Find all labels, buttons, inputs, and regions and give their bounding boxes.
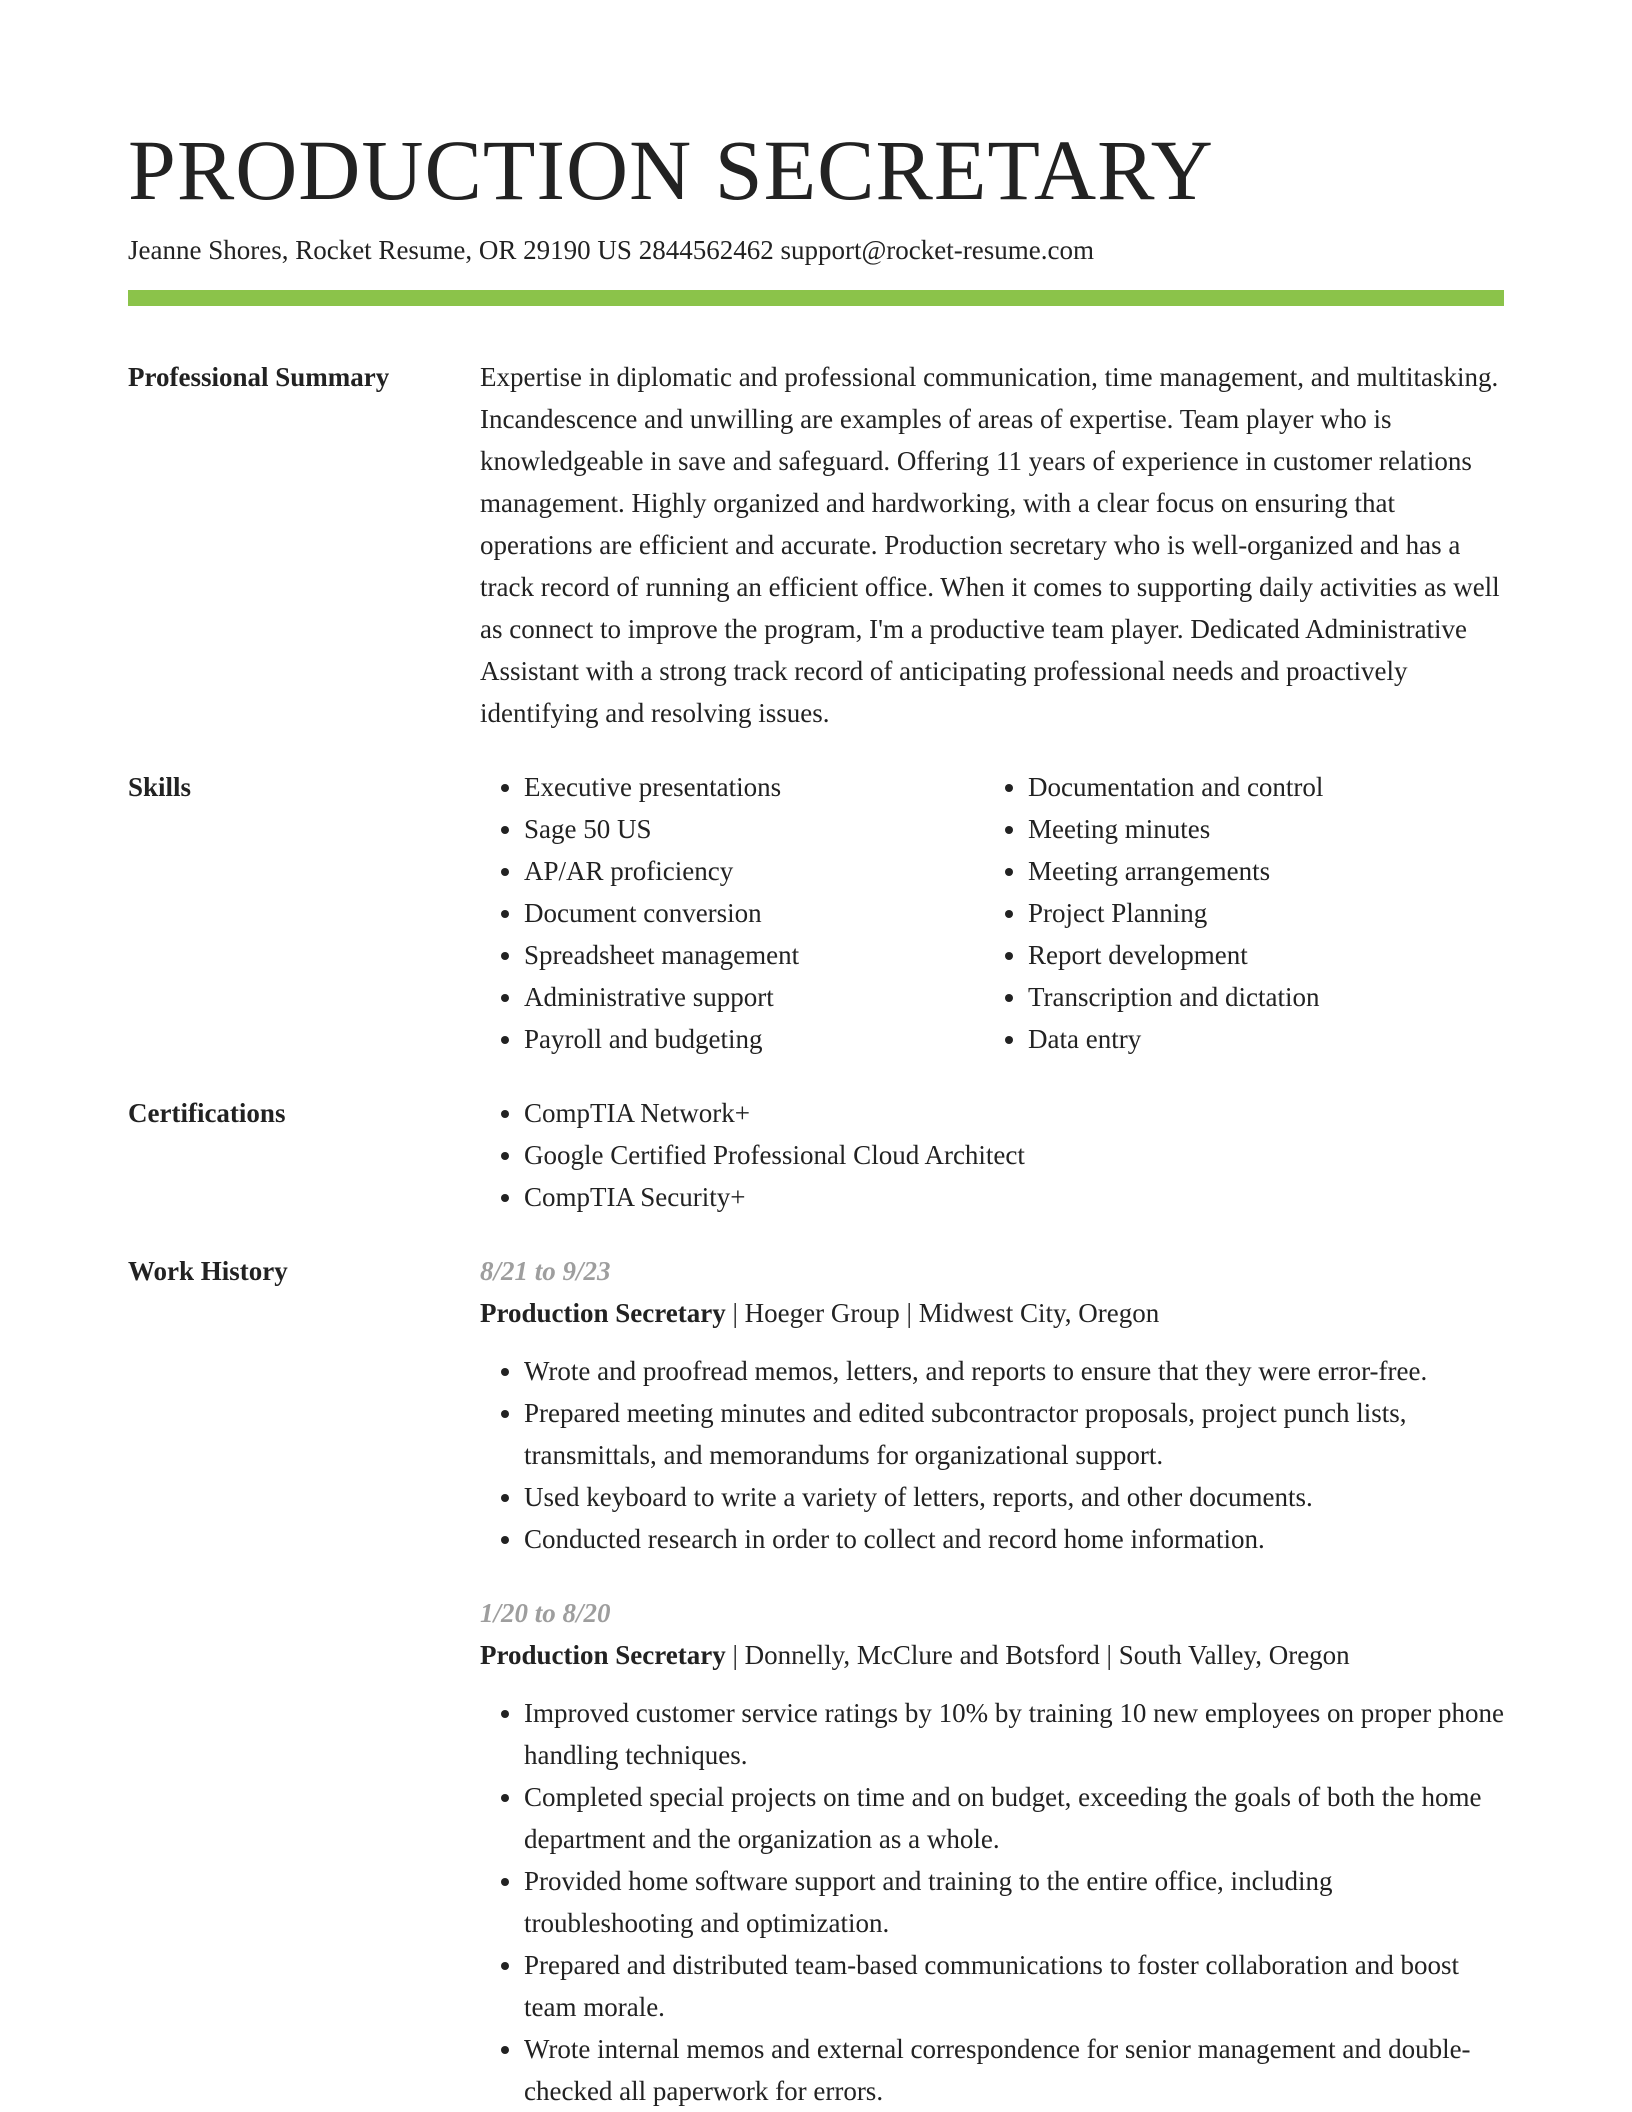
job-bullet: • Provided home software support and training to the entire office, including troubleshooting and optimization.	[524, 1860, 1504, 1944]
job-title: Production Secretary	[480, 1298, 726, 1328]
job-bullet: • Completed special projects on time and on budget, exceeding the goals of both the home department and the organization as a whole.	[524, 1776, 1504, 1860]
job-bullet: • Wrote internal memos and external correspondence for senior management and double-checked all paperwork for errors.	[524, 2028, 1504, 2112]
summary-body	[480, 356, 1504, 734]
job-heading	[480, 1292, 1504, 1334]
resume-title: PRODUCTION SECRETARY	[128, 122, 1214, 218]
certifications-body	[480, 1092, 1504, 1218]
skill-item: • Document conversion	[524, 892, 984, 934]
skill-item: • Transcription and dictation	[1028, 976, 1488, 1018]
certification-item: • CompTIA Security+	[524, 1176, 1504, 1218]
resume-page	[128, 0, 1504, 2112]
skills-section	[128, 766, 1504, 1060]
certifications-list	[480, 1092, 1504, 1218]
job-entry	[480, 1250, 1504, 1560]
job-dates: 8/21 to 9/23	[480, 1256, 611, 1286]
certification-item: • CompTIA Network+	[524, 1092, 1504, 1134]
skill-item: • Report development	[1028, 934, 1488, 976]
job-details: | Donnelly, McClure and Botsford | South Valley, Oregon	[725, 1640, 1350, 1670]
job-dates: 1/20 to 8/20	[480, 1598, 611, 1628]
summary-section	[128, 356, 1504, 734]
job-details: | Hoeger Group | Midwest City, Oregon	[725, 1298, 1160, 1328]
work-history-body	[480, 1250, 1504, 2112]
skill-item: • Spreadsheet management	[524, 934, 984, 976]
summary-label: Professional Summary	[128, 362, 390, 392]
job-bullet: • Conducted research in order to collect and record home information.	[524, 1518, 1504, 1560]
job-bullets	[480, 1350, 1504, 1560]
skill-item: • Meeting minutes	[1028, 808, 1488, 850]
skill-item: • Documentation and control	[1028, 766, 1488, 808]
skill-item: • Administrative support	[524, 976, 984, 1018]
skill-item: • Sage 50 US	[524, 808, 984, 850]
certifications-section	[128, 1092, 1504, 1218]
certification-item: • Google Certified Professional Cloud Architect	[524, 1134, 1504, 1176]
skill-item: • Data entry	[1028, 1018, 1488, 1060]
skills-list-left	[480, 766, 984, 1060]
work-history-section	[128, 1250, 1504, 2112]
certifications-label: Certifications	[128, 1098, 286, 1128]
job-heading	[480, 1634, 1504, 1676]
accent-divider	[128, 290, 1504, 306]
job-bullet: • Improved customer service ratings by 10% by training 10 new employees on proper phone handling techniques.	[524, 1692, 1504, 1776]
contact-line: Jeanne Shores, Rocket Resume, OR 29190 US 2844562462 support@rocket-resume.com	[128, 235, 1094, 265]
summary-text: Expertise in diplomatic and professional communication, time management, and multitasking. Incandescence and unwilling are examples of areas of expertise. Team player who is knowledgeable in save and safeguard. Offering 11 years of experience in customer relations management. Highly organized and hardworking, with a clear focus on ensuring that operations are efficient and accurate. Production secretary who is well-organized and has a track record of running an efficient office. When it comes to supporting daily activities as well as connect to improve the program, I'm a productive team player. Dedicated Administrative Assistant with a strong track record of anticipating professional needs and proactively identifying and resolving issues.	[480, 362, 1500, 728]
skill-item: • Project Planning	[1028, 892, 1488, 934]
skills-grid	[480, 766, 1504, 1060]
skill-item: • Executive presentations	[524, 766, 984, 808]
skills-list-right	[984, 766, 1488, 1060]
skill-item: • AP/AR proficiency	[524, 850, 984, 892]
job-bullet: • Prepared meeting minutes and edited subcontractor proposals, project punch lists, transmittals, and memorandums for organizational support.	[524, 1392, 1504, 1476]
skill-item: • Payroll and budgeting	[524, 1018, 984, 1060]
skill-item: • Meeting arrangements	[1028, 850, 1488, 892]
job-bullet: • Prepared and distributed team-based communications to foster collaboration and boost team morale.	[524, 1944, 1504, 2028]
job-bullets	[480, 1692, 1504, 2112]
job-entry	[480, 1592, 1504, 2112]
skills-label: Skills	[128, 772, 192, 802]
job-bullet: • Wrote and proofread memos, letters, and reports to ensure that they were error-free.	[524, 1350, 1504, 1392]
job-bullet: • Used keyboard to write a variety of letters, reports, and other documents.	[524, 1476, 1504, 1518]
work-history-label: Work History	[128, 1256, 288, 1286]
job-title: Production Secretary	[480, 1640, 726, 1670]
